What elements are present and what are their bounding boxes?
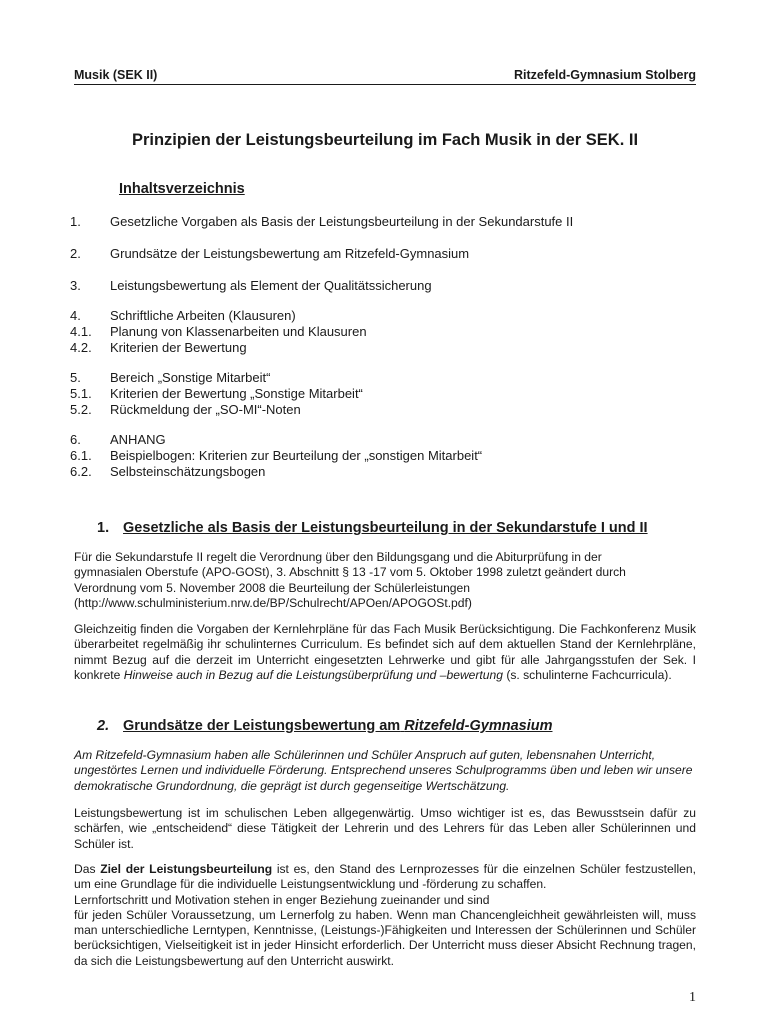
toc-heading: Inhaltsverzeichnis [119, 181, 245, 197]
section-1-number: 1. [97, 520, 110, 536]
header-subject: Musik (SEK II) [74, 68, 158, 82]
section-2-heading [97, 718, 552, 734]
document-page: Musik (SEK II) Ritzefeld-Gymnasium Stolberg Prinzipien der Leistungsbeurteilung im Fach Musik in der SEK. II Inhaltsverzeichnis 1. Gesetzliche Vorgaben als Basis der Leistungsbeurteilung in der Sekundarstufe II 2. Grundsätze der Leistungsbewertung am Ritzefeld-Gymnasium 3. Leistungsbewertung als Element der Qualitätssicherung 4. Schriftliche Arbeiten (Klausuren) 4.1. Planung von Klassenarbeiten und Klausuren 4.2. Kriterien der Bewertung 5. Bereich „Sonstige Mitarbeit“ 5.1. Kriterien der Bewertung „Sonstige Mitarbeit“ 5.2. Rückmeldung der „SO-MI“-Noten 6. ANHANG 6.1. Beispielbogen: Kriterien zur Beurteilung der „sonstigen Mitarbeit“ 6.2. Selbsteinschätzungsbogen 1. Gesetzliche als Basis der Leistungsbeurteilung in der Sekundarstufe I und II Für die Sekundarstufe II regelt die Verordnung über den Bildungsgang und die Abiturprüfung in der gymnasialen Oberstufe (APO-GOSt), 3. Abschnitt § 13 -17 vom 5. Oktober 1998 zuletzt geändert durch Verordnung vom 5. November 2008 die Beurteilung der Schülerleistungen (http://www.schulministerium.nrw.de/BP/Schulrecht/APOen/APOGOSt.pdf) Gleichzeitig finden die Vorgaben der Kernlehrpläne für das Fach Musik Berücksichtigung. Die Fachkonferenz Musik überarbeitet regelmäßig ihr schulinternes Curriculum. Es befindet sich auf dem aktuellen Stand der Kernlehrpläne, nimmt Bezug auf die derzeit im Unterricht eingesetzten Lehrwerke und gibt für alle Jahrgangsstufen der Sek. I konkrete Hinweise auch in Bezug auf die Leistungsüberprüfung und –bewertung (s. schulinterne Fachcurricula). 2. Grundsätze der Leistungsbewertung am Ritzefeld-Gymnasium Am Ritzefeld-Gymnasium haben alle Schülerinnen und Schüler Anspruch auf guten, lebensnahen Unterricht, ungestörtes Lernen und individuelle Förderung. Entsprechend unseres Schulprogramms üben und leben wir unsere demokratische Grundordnung, die geprägt ist durch gegenseitige Wertschätzung. Leistungsbewertung ist im schulischen Leben allgegenwärtig. Umso wichtiger ist es, das Bewusstsein dafür zu schärfen, wie „entscheidend“ diese Tätigkeit der Lehrerin und des Lehrers für das Leben aller Schülerinnen und Schüler ist. Das Ziel der Leistungsbeurteilung ist es, den Stand des Lernprozesses für die einzelnen Schüler festzustellen, um eine Grundlage für die individuelle Leistungsentwicklung und -förderung zu schaffen. Lernfortschritt und Motivation stehen in enger Beziehung zueinander und sind für jeden Schüler Voraussetzung, um Lernerfolg zu haben. Wenn man Chancengleichheit gewährleisten will, muss man unterschiedliche Lerntypen, Kenntnisse, (Leistungs-)Fähigkeiten und Interessen der Schülerinnen und Schüler berücksichtigen, Vielseitigkeit ist in jeder Hinsicht erforderlich. Der Unterricht muss dieser Absicht Rechnung tragen, da sich die Leistungsbewertung auf den Unterricht auswirkt. 1 [0, 0, 770, 1024]
document-title: Prinzipien der Leistungsbeurteilung im Fach Musik in der SEK. II [131, 131, 639, 149]
section-1-title: Gesetzliche als Basis der Leistungsbeurteilung in der Sekundarstufe I und II [123, 520, 648, 536]
section-2-paragraph-3: Das Ziel der Leistungsbeurteilung ist es, den Stand des Lernprozesses für die einzelnen Schüler festzustellen, um eine Grundlage für die individuelle Leistungsentwicklung und -förderung zu schaffen. Lernfortschritt und Motivation stehen in enger Beziehung zueinander und sind für jeden Schüler Voraussetzung, um Lernerfolg zu haben. Wenn man Chancengleichheit gewährleisten will, muss man unterschiedliche Lerntypen, Kenntnisse, (Leistungs-)Fähigkeiten und Interessen der Schülerinnen und Schüler berücksichtigen, Vielseitigkeit ist in jeder Hinsicht erforderlich. Der Unterricht muss dieser Absicht Rechnung tragen, da sich die Leistungsbewertung auf den Unterricht auswirkt. [74, 862, 696, 968]
section-1-paragraph-1: Für die Sekundarstufe II regelt die Verordnung über den Bildungsgang und die Abiturprüfung in der gymnasialen Oberstufe (APO-GOSt), 3. Abschnitt § 13 -17 vom 5. Oktober 1998 zuletzt geändert durch Verordnung vom 5. November 2008 die Beurteilung der Schülerleistungen (http://www.schulministerium.nrw.de/BP/Schulrecht/APOen/APOGOSt.pdf) [74, 550, 626, 610]
section-2-title: Grundsätze der Leistungsbewertung am Ritzefeld-Gymnasium [123, 718, 553, 734]
section-2-number: 2. [97, 718, 110, 734]
section-1-paragraph-2: Gleichzeitig finden die Vorgaben der Kernlehrpläne für das Fach Musik Berücksichtigung. Die Fachkonferenz Musik überarbeitet regelmäßig ihr schulinternes Curriculum. Es befindet sich auf dem aktuellen Stand der Kernlehrpläne, nimmt Bezug auf die derzeit im Unterricht eingesetzten Lehrwerke und gibt für alle Jahrgangsstufen der Sek. I konkrete Hinweise auch in Bezug auf die Leistungsüberprüfung und –bewertung (s. schulinterne Fachcurricula). [74, 622, 696, 682]
page-header [74, 68, 696, 85]
page-number: 1 [689, 990, 696, 1005]
header-school: Ritzefeld-Gymnasium Stolberg [514, 68, 696, 82]
section-1-heading [97, 520, 648, 536]
section-2-paragraph-1: Am Ritzefeld-Gymnasium haben alle Schülerinnen und Schüler Anspruch auf guten, lebensnahen Unterricht, ungestörtes Lernen und individuelle Förderung. Entsprechend unseres Schulprogramms üben und leben wir unsere demokratische Grundordnung, die geprägt ist durch gegenseitige Wertschätzung. [74, 748, 693, 793]
section-2-paragraph-2: Leistungsbewertung ist im schulischen Leben allgegenwärtig. Umso wichtiger ist es, das Bewusstsein dafür zu schärfen, wie „entscheidend“ diese Tätigkeit der Lehrerin und des Lehrers für das Leben aller Schülerinnen und Schüler ist. [74, 806, 696, 851]
